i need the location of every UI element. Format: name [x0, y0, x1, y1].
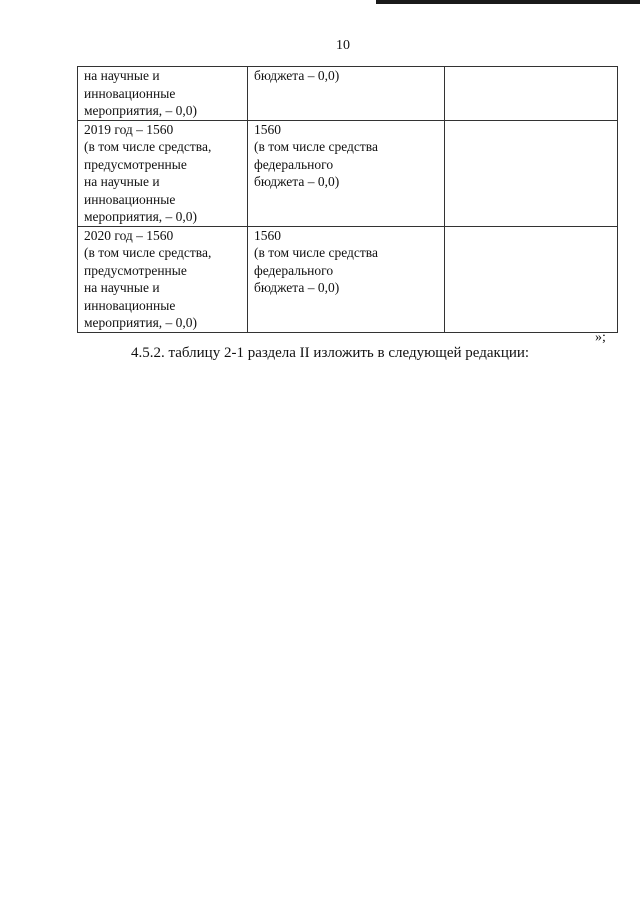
- table-cell-federal: бюджета – 0,0): [248, 67, 445, 121]
- financing-table: [77, 66, 618, 333]
- table-cell-indicator: 2019 год – 1560 (в том числе средства, предусмотренные на научные и инновационные мероприятия, – 0,0): [78, 120, 248, 226]
- table-cell-empty: [445, 120, 618, 226]
- table-cell-federal: 1560 (в том числе средства федерального бюджета – 0,0): [248, 226, 445, 332]
- table-cell-empty: [445, 226, 618, 332]
- scan-edge-mark: [376, 0, 640, 4]
- table-cell-indicator: на научные и инновационные мероприятия, – 0,0): [78, 67, 248, 121]
- page-number: 10: [336, 38, 350, 53]
- closing-quote: »;: [595, 330, 606, 345]
- amendment-instruction: 4.5.2. таблицу 2-1 раздела II изложить в следующей редакции:: [131, 345, 530, 361]
- table-cell-empty: [445, 67, 618, 121]
- table-row: [78, 67, 618, 121]
- table-row: [78, 226, 618, 332]
- table-cell-federal: 1560 (в том числе средства федерального бюджета – 0,0): [248, 120, 445, 226]
- table-cell-indicator: 2020 год – 1560 (в том числе средства, предусмотренные на научные и инновационные мероприятия, – 0,0): [78, 226, 248, 332]
- table-row: [78, 120, 618, 226]
